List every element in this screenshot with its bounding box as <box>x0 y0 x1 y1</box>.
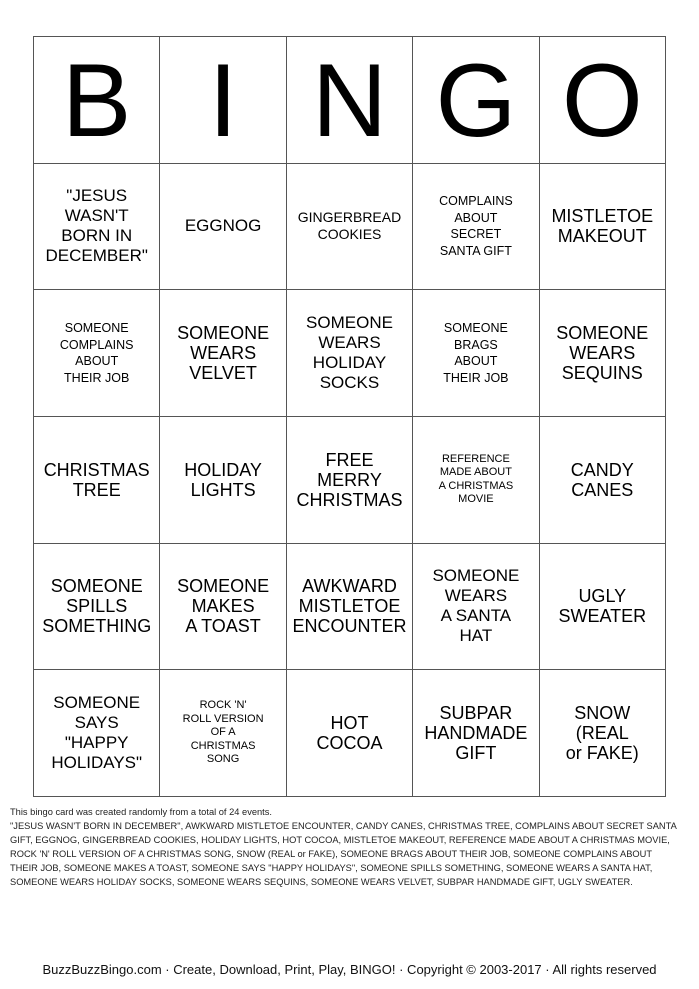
description-line: SOMEONE WEARS HOLIDAY SOCKS, SOMEONE WEARS SEQUINS, SOMEONE WEARS VELVET, SUBPAR HANDMADE GIFT, UGLY SWEATER. <box>10 877 633 887</box>
square-label-line: WEARS <box>318 333 381 353</box>
bingo-square <box>287 544 413 671</box>
square-label-line: CHRISTMAS <box>190 739 256 752</box>
bingo-square <box>34 417 160 544</box>
square-label-line: SOMEONE <box>177 576 270 597</box>
square-label <box>184 460 262 500</box>
square-label-line: DECEMBER" <box>45 246 148 266</box>
square-label-line: MOVIE <box>458 493 494 506</box>
bingo-square <box>540 417 666 544</box>
square-label-line: SOMEONE <box>556 323 649 344</box>
description-line: ROCK 'N' ROLL VERSION OF A CHRISTMAS SONG, SNOW (REAL or FAKE), SOMEONE BRAGS ABOUT THEIR JOB, SOMEONE COMPLAINS ABOUT <box>10 849 653 859</box>
square-label-line: UGLY <box>578 586 627 607</box>
square-label-line: CHRISTMAS <box>296 489 403 510</box>
square-label-line: BRAGS <box>454 337 498 352</box>
header-letter-n: N <box>287 37 413 164</box>
header-letter-i: I <box>160 37 286 164</box>
square-label-line: MERRY <box>317 469 382 490</box>
description-line: "JESUS WASN'T BORN IN DECEMBER", AWKWARD MISTLETOE ENCOUNTER, CANDY CANES, CHRISTMAS TREE, COMPLAINS ABOUT SECRET SANTA <box>10 821 677 831</box>
square-label-line: A CHRISTMAS <box>438 479 514 492</box>
square-label-line: HOT <box>330 713 369 734</box>
bingo-square <box>413 417 539 544</box>
square-label-line: or FAKE) <box>565 743 639 764</box>
bingo-square <box>287 290 413 417</box>
square-label-line: GINGERBREAD <box>297 209 402 226</box>
square-label <box>292 576 406 636</box>
square-label <box>424 703 527 763</box>
square-label-line: BORN IN <box>61 226 133 246</box>
square-label <box>183 699 264 767</box>
bingo-square <box>413 290 539 417</box>
description-intro: This bingo card was created randomly from a total of 24 events. <box>10 807 272 817</box>
header-letter-g: G <box>413 37 539 164</box>
square-label-line: A TOAST <box>185 616 261 637</box>
bingo-square <box>287 670 413 797</box>
square-label-line: SEQUINS <box>561 363 643 384</box>
square-label-line: ROLL VERSION <box>182 712 264 725</box>
square-label-line: GIFT <box>455 743 497 764</box>
square-label <box>60 320 134 386</box>
square-label-line: ABOUT <box>75 354 119 369</box>
square-label <box>51 693 142 773</box>
bingo-square <box>413 164 539 291</box>
square-label-line: HOLIDAYS" <box>51 753 143 773</box>
square-label-line: SOMEONE <box>432 566 520 586</box>
square-label-line: SNOW <box>574 703 631 724</box>
bingo-square <box>34 670 160 797</box>
square-label <box>571 460 634 500</box>
description-line: THEIR JOB, SOMEONE MAKES A TOAST, SOMEONE SAYS "HAPPY HOLIDAYS", SOMEONE SPILLS SOMETHING, SOMEONE WEARS A SANTA HAT, <box>10 863 653 873</box>
square-label <box>443 320 508 386</box>
square-label-line: SOMETHING <box>42 616 152 637</box>
bingo-square <box>287 417 413 544</box>
square-label-line: (REAL <box>575 723 629 744</box>
square-label-line: REFERENCE <box>441 452 510 465</box>
square-label-line: SAYS <box>74 713 119 733</box>
header-letter-o: O <box>540 37 666 164</box>
square-label <box>316 713 382 753</box>
square-label-line: SWEATER <box>558 606 647 627</box>
square-label-line: WASN'T <box>64 206 129 226</box>
bingo-square <box>34 544 160 671</box>
square-label-line: SOMEONE <box>306 313 393 333</box>
bingo-square <box>540 544 666 671</box>
square-label-line: THEIR JOB <box>64 370 130 385</box>
square-label-line: ABOUT <box>454 354 498 369</box>
square-label-line: CANDY <box>570 459 634 480</box>
bingo-square <box>540 670 666 797</box>
square-label-line: CHRISTMAS <box>43 459 150 480</box>
bingo-square <box>160 417 286 544</box>
square-label <box>558 586 646 626</box>
square-label-line: MADE ABOUT <box>439 466 512 479</box>
square-label <box>439 193 513 259</box>
square-label <box>46 186 148 266</box>
square-label-line: HOLIDAY <box>312 353 387 373</box>
footer-credit: BuzzBuzzBingo.com · Create, Download, Print, Play, BINGO! · Copyright © 2003-2017 · All rights reserved <box>42 962 657 977</box>
square-label <box>177 323 269 383</box>
bingo-square <box>540 290 666 417</box>
square-label <box>177 576 269 636</box>
square-label-line: WEARS <box>444 586 508 606</box>
square-label-line: MAKEOUT <box>557 226 647 247</box>
square-label-line: A SANTA <box>440 606 512 626</box>
square-label-line: SANTA GIFT <box>439 243 512 258</box>
bingo-square <box>34 290 160 417</box>
square-label-line: WEARS <box>190 343 257 364</box>
square-label-line: SUBPAR <box>439 703 513 724</box>
square-label-line: ROCK 'N' <box>199 699 247 712</box>
square-label-line: COMPLAINS <box>59 337 134 352</box>
bingo-square <box>413 670 539 797</box>
square-label-line: ABOUT <box>454 210 498 225</box>
square-label-line: THEIR JOB <box>443 370 509 385</box>
square-label-line: ENCOUNTER <box>292 616 407 637</box>
square-label-line: VELVET <box>189 363 257 384</box>
square-label-line: HOLIDAY <box>184 459 262 480</box>
square-label <box>556 323 648 383</box>
square-label-line: COOKIES <box>317 226 382 243</box>
bingo-square <box>540 164 666 291</box>
bingo-square <box>160 670 286 797</box>
bingo-card <box>33 36 666 797</box>
square-label <box>551 206 653 246</box>
square-label <box>306 313 393 393</box>
card-description <box>10 805 695 889</box>
bingo-square <box>287 164 413 291</box>
square-label <box>42 576 151 636</box>
square-label-line: MISTLETOE <box>551 206 654 227</box>
bingo-square <box>160 290 286 417</box>
square-label-line: OF A <box>210 726 236 739</box>
bingo-square <box>413 544 539 671</box>
square-label <box>296 450 402 510</box>
square-label-line: SPILLS <box>66 596 128 617</box>
square-label <box>566 703 639 763</box>
bingo-square <box>34 164 160 291</box>
header-letter-b: B <box>34 37 160 164</box>
square-label-line: "HAPPY <box>64 733 129 753</box>
square-label-line: EGGNOG <box>184 216 262 236</box>
square-label-line: MAKES <box>191 596 255 617</box>
square-label-line: HANDMADE <box>424 723 528 744</box>
square-label-line: HAT <box>459 626 493 646</box>
square-label-line: SOCKS <box>319 373 380 393</box>
bingo-square <box>160 544 286 671</box>
square-label-line: COMPLAINS <box>439 194 513 209</box>
square-label <box>185 216 262 236</box>
bingo-square <box>160 164 286 291</box>
description-line: GIFT, EGGNOG, GINGERBREAD COOKIES, HOLIDAY LIGHTS, HOT COCOA, MISTLETOE MAKEOUT, REFERENCE MADE ABOUT A CHRISTMAS MOVIE, <box>10 835 670 845</box>
square-label-line: AWKWARD <box>302 576 397 597</box>
square-label <box>298 209 401 243</box>
square-label <box>439 453 514 507</box>
square-label-line: MISTLETOE <box>298 596 401 617</box>
square-label-line: TREE <box>72 479 121 500</box>
square-label-line: SECRET <box>450 227 502 242</box>
square-label-line: COCOA <box>316 733 383 754</box>
square-label <box>432 566 519 646</box>
square-label-line: SOMEONE <box>50 576 143 597</box>
square-label-line: "JESUS <box>66 186 128 206</box>
square-label-line: SOMEONE <box>177 323 270 344</box>
square-label-line: SONG <box>206 753 240 766</box>
square-label-line: SOMEONE <box>443 321 508 336</box>
square-label-line: SOMEONE <box>53 693 141 713</box>
square-label-line: LIGHTS <box>190 479 256 500</box>
square-label-line: FREE <box>325 449 374 470</box>
square-label-line: CANES <box>571 479 634 500</box>
square-label-line: WEARS <box>569 343 636 364</box>
square-label-line: SOMEONE <box>64 321 129 336</box>
square-label <box>44 460 150 500</box>
